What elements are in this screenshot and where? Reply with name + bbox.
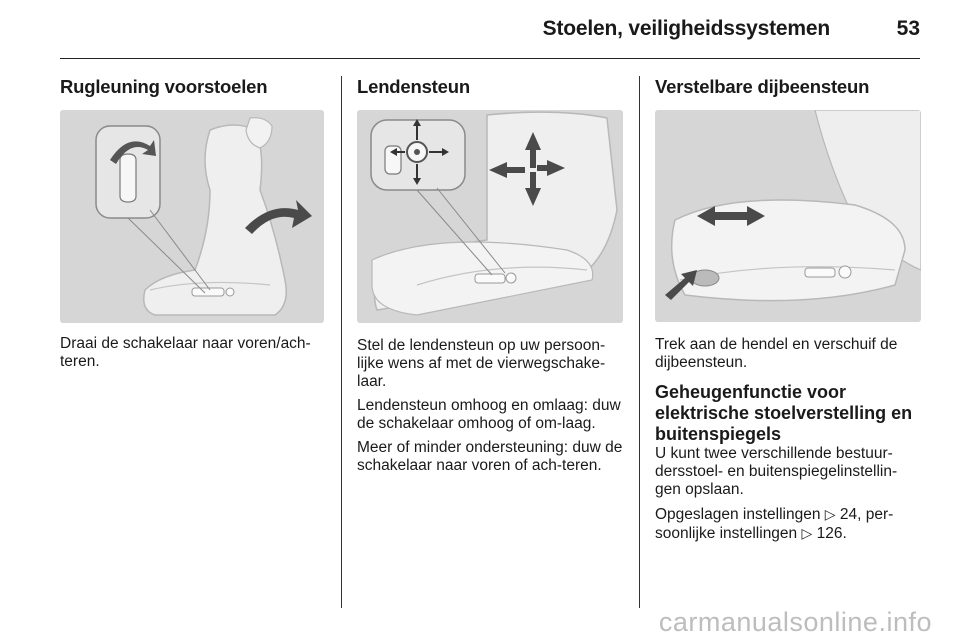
page-number: 53 [896, 17, 920, 40]
paragraph: Lendensteun omhoog en omlaag: duw de schakelaar omhoog of om-laag. [357, 397, 621, 432]
figure-backrest-seat [60, 110, 324, 323]
triangle-reference-icon: ▷ [801, 525, 813, 541]
figure-thigh-support-seat [655, 110, 921, 322]
header-title: Stoelen, veiligheidssystemen [542, 17, 830, 40]
triangle-reference-icon: ▷ [824, 506, 836, 522]
paragraph-references: Opgeslagen instellingen ▷ 24, per-soonlijke instellingen ▷ 126. [655, 506, 894, 542]
figure-lumbar-seat [357, 110, 623, 323]
column-divider [639, 76, 640, 608]
section-heading-lumbar: Lendensteun [357, 76, 470, 97]
column-lumbar [357, 76, 623, 481]
section-heading-backrest: Rugleuning voorstoelen [60, 76, 268, 97]
column-thigh-support [655, 76, 921, 549]
page-header [60, 0, 920, 59]
paragraph: Meer of minder ondersteuning: duw de schakelaar naar voren of ach-teren. [357, 439, 623, 474]
paragraph: Draai de schakelaar naar voren/ach-teren. [60, 335, 311, 370]
column-backrest [60, 76, 324, 377]
paragraph: Trek aan de hendel en verschuif de dijbeensteun. [655, 336, 898, 371]
page-link[interactable]: 24 [839, 506, 858, 523]
watermark: carmanualsonline.info [658, 607, 932, 637]
page-link[interactable]: 126 [816, 525, 843, 542]
paragraph: Stel de lendensteun op uw persoon-lijke wens af met de vierwegschake-laar. [357, 337, 606, 390]
column-divider [341, 76, 342, 608]
section-heading-thigh-support: Verstelbare dijbeensteun [655, 76, 870, 97]
paragraph: U kunt twee verschillende bestuur-dersstoel- en buitenspiegelinstellin-gen opslaan. [655, 445, 898, 498]
section-subheading-memory: Geheugenfunctie voor elektrische stoelverstelling en buitenspiegels [655, 382, 913, 444]
